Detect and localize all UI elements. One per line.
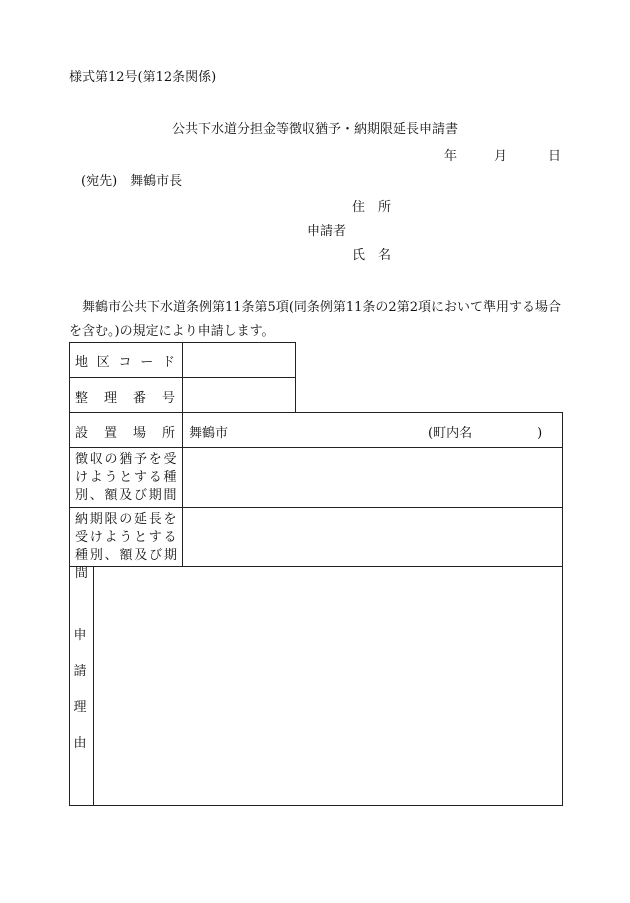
recipient: (宛先) 舞鶴市長 [81, 174, 183, 189]
reference-number-label: 整理番号 [75, 391, 175, 406]
body-line-1: 舞鶴市公共下水道条例第11条第5項(同条例第11条の2第2項において準用する場合 [82, 300, 561, 315]
location-label: 設置場所 [75, 426, 175, 441]
grace-label-line: 徴収の猶予を受 [75, 452, 177, 467]
divider [69, 507, 563, 508]
body-line-2: を含む。)の規定により申請します。 [69, 324, 275, 339]
date-day-label: 日 [548, 149, 562, 164]
extension-label-line: 種別、額及び期間 [75, 548, 177, 581]
grace-label-line: けようとする種 [75, 470, 177, 485]
extension-label-line: 受けようとする [75, 530, 177, 545]
body-text [69, 296, 561, 344]
divider [69, 447, 563, 448]
reason-label-char: 理 [73, 700, 87, 715]
extension-label-line: 納期限の延長を [75, 512, 177, 527]
address-label: 住 所 [352, 200, 392, 215]
reason-label-char: 由 [73, 736, 87, 751]
city-name: 舞鶴市 [189, 426, 229, 441]
date-year-label: 年 [444, 149, 458, 164]
reason-label-char: 請 [73, 664, 87, 679]
date-month-label: 月 [494, 149, 508, 164]
divider [182, 412, 183, 566]
name-label: 氏 名 [352, 248, 392, 263]
reason-label-char: 申 [73, 628, 87, 643]
divider [182, 342, 183, 413]
district-code-label: 地区コード [75, 355, 175, 370]
form-number: 様式第12号(第12条関係) [69, 70, 217, 85]
grace-label [75, 451, 177, 505]
divider [93, 566, 94, 806]
extension-label [75, 511, 177, 583]
town-name-field: (町内名 ) [428, 426, 543, 441]
grace-label-line: 別、額及び期間 [75, 488, 177, 503]
applicant-label: 申請者 [307, 224, 347, 239]
page-title: 公共下水道分担金等徴収猶予・納期限延長申請書 [171, 122, 458, 137]
